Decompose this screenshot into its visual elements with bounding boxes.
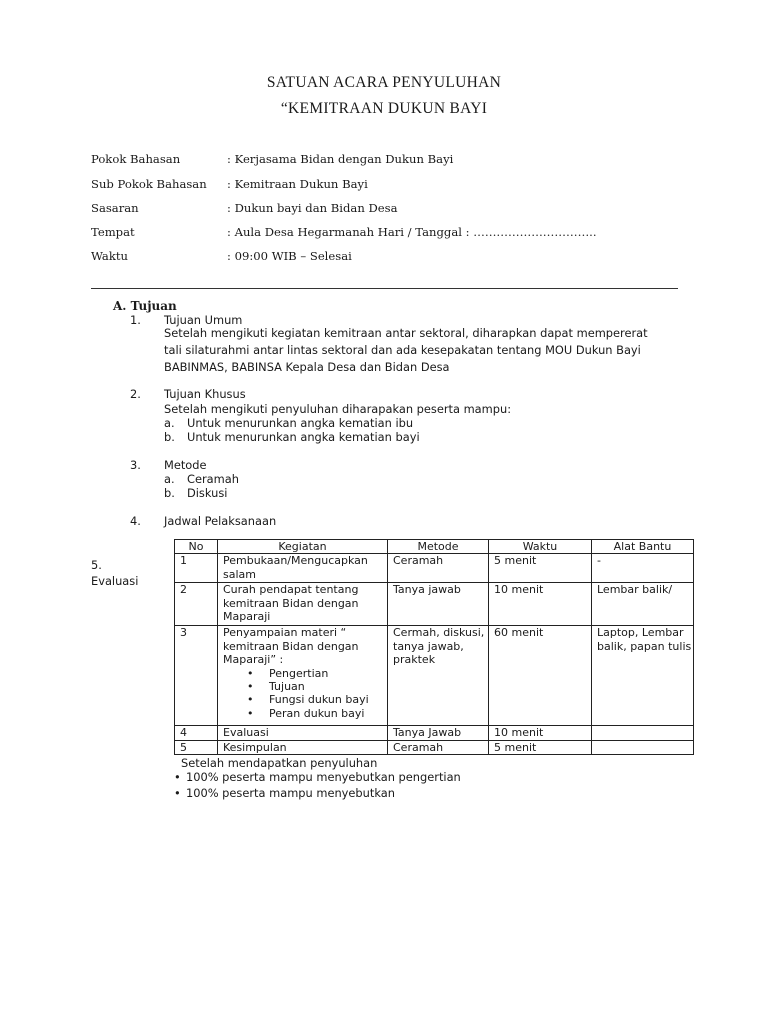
cell-alat (592, 726, 694, 740)
meta-value: : Kerjasama Bidan dengan Dukun Bayi (227, 152, 454, 166)
meta-value: : Aula Desa Hegarmanah Hari / Tanggal : ………………………….. (227, 225, 597, 239)
meta-value: : Kemitraan Dukun Bayi (227, 177, 368, 191)
evaluasi-intro: Setelah mendapatkan penyuluhan (181, 756, 378, 770)
table-row (175, 726, 694, 740)
meta-label: Sub Pokok Bahasan (91, 177, 207, 191)
table-row (175, 583, 694, 626)
cell-waktu: 10 menit (489, 583, 592, 626)
item2-sub-letter: b. (164, 430, 175, 444)
schedule-table (174, 539, 694, 755)
list-item: • Fungsi dukun bayi (269, 693, 387, 706)
cell-waktu: 5 menit (489, 740, 592, 754)
table-row (175, 554, 694, 583)
item3-sub-letter: a. (164, 472, 175, 486)
table-header-row (175, 540, 694, 554)
meta-label: Pokok Bahasan (91, 152, 181, 166)
item3-number: 3. (130, 458, 141, 472)
meta-value: : Dukun bayi dan Bidan Desa (227, 201, 398, 215)
item2-intro: Setelah mengikuti penyuluhan diharapakan peserta mampu: (164, 402, 512, 416)
bullet-icon: • (174, 770, 181, 784)
cell-no: 2 (175, 583, 218, 626)
meta-label: Waktu (91, 249, 128, 263)
item5-number: 5. (91, 558, 102, 572)
item5-title: Evaluasi (91, 574, 139, 588)
table-header-cell: Waktu (489, 540, 592, 554)
evaluasi-bullet (174, 786, 395, 800)
item1-title: Tujuan Umum (164, 313, 243, 327)
cell-kegiatan (218, 626, 388, 726)
item2-title: Tujuan Khusus (164, 387, 246, 401)
table-header-cell: Alat Bantu (592, 540, 694, 554)
cell-metode: Ceramah (388, 554, 489, 583)
item1-number: 1. (130, 313, 141, 327)
cell-no: 3 (175, 626, 218, 726)
cell-no: 5 (175, 740, 218, 754)
cell-waktu: 5 menit (489, 554, 592, 583)
item2-sub-text: Untuk menurunkan angka kematian ibu (187, 416, 414, 430)
cell-kegiatan: Pembukaan/Mengucapkan salam (218, 554, 388, 583)
evaluasi-bullet-text: 100% peserta mampu menyebutkan pengertian (186, 770, 461, 784)
item2-sub-letter: a. (164, 416, 175, 430)
item1-text-line: Setelah mengikuti kegiatan kemitraan antar sektoral, diharapkan dapat mempererat (164, 326, 648, 340)
table-header-cell: No (175, 540, 218, 554)
cell-waktu: 60 menit (489, 626, 592, 726)
cell-alat (592, 740, 694, 754)
document-title-line1: SATUAN ACARA PENYULUHAN (266, 74, 502, 91)
list-item: • Pengertian (269, 667, 387, 680)
meta-label: Tempat (91, 225, 135, 239)
cell-metode: Tanya Jawab (388, 726, 489, 740)
item3-title: Metode (164, 458, 207, 472)
item4-number: 4. (130, 514, 141, 528)
cell-alat: - (592, 554, 694, 583)
cell-alat: Lembar balik/ (592, 583, 694, 626)
document-title-line2: “KEMITRAAN DUKUN BAYI (280, 100, 488, 117)
item3-sub-text: Ceramah (187, 472, 239, 486)
table-header-cell: Metode (388, 540, 489, 554)
cell-kegiatan: Kesimpulan (218, 740, 388, 754)
cell-waktu: 10 menit (489, 726, 592, 740)
item3-sub-text: Diskusi (187, 486, 228, 500)
table-header-cell: Kegiatan (218, 540, 388, 554)
item4-title: Jadwal Pelaksanaan (164, 514, 277, 528)
cell-no: 1 (175, 554, 218, 583)
list-item: • Tujuan (269, 680, 387, 693)
item3-sub-letter: b. (164, 486, 175, 500)
list-item: • Peran dukun bayi (269, 707, 387, 720)
evaluasi-bullet (174, 770, 461, 784)
section-a-heading: A. Tujuan (113, 299, 177, 313)
cell-metode: Ceramah (388, 740, 489, 754)
meta-label: Sasaran (91, 201, 139, 215)
item1-text-line: tali silaturahmi antar lintas sektoral dan ada kesepakatan tentang MOU Dukun Bayi (164, 343, 641, 357)
cell-metode: Cermah, diskusi, tanya jawab, praktek (388, 626, 489, 726)
bullet-icon: • (174, 786, 181, 800)
cell-alat: Laptop, Lembar balik, papan tulis (592, 626, 694, 726)
kegiatan-bullet-list (223, 667, 387, 721)
cell-kegiatan-text: Penyampaian materi “ kemitraan Bidan dengan Maparaji” : (223, 626, 359, 667)
item2-sub-text: Untuk menurunkan angka kematian bayi (187, 430, 420, 444)
item2-number: 2. (130, 387, 141, 401)
cell-metode: Tanya jawab (388, 583, 489, 626)
table-row (175, 626, 694, 726)
evaluasi-bullet-text: 100% peserta mampu menyebutkan (186, 786, 395, 800)
table-row (175, 740, 694, 754)
cell-kegiatan: Evaluasi (218, 726, 388, 740)
meta-value: : 09:00 WIB – Selesai (227, 249, 352, 263)
cell-no: 4 (175, 726, 218, 740)
cell-kegiatan: Curah pendapat tentang kemitraan Bidan dengan Maparaji (218, 583, 388, 626)
horizontal-divider (91, 288, 678, 289)
item1-text-line: BABINMAS, BABINSA Kepala Desa dan Bidan Desa (164, 360, 450, 374)
